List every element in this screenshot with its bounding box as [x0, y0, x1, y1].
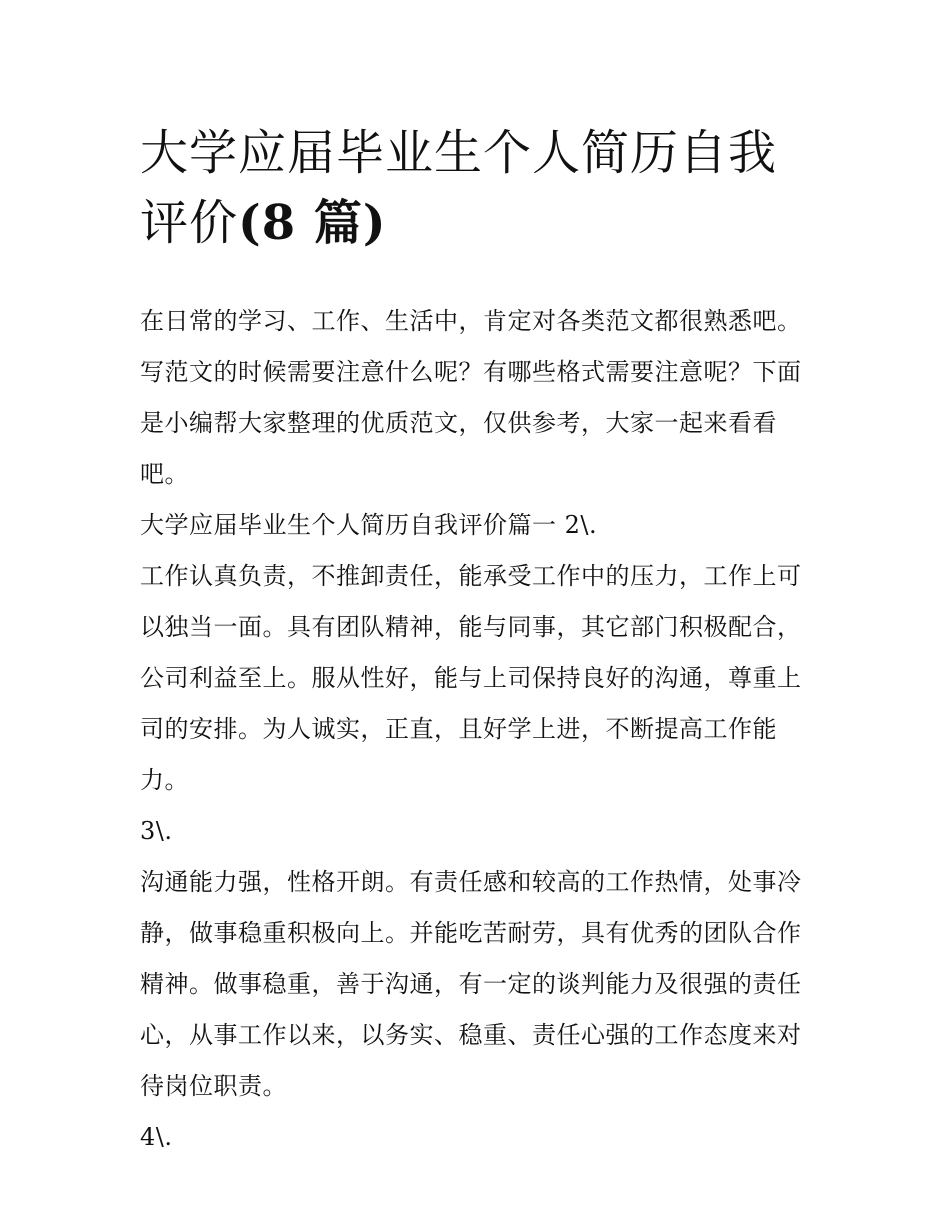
body-paragraph: 工作认真负责，不推卸责任，能承受工作中的压力，工作上可以独当一面。具有团队精神，能与同事，其它部门积极配合，公司利益至上。服从性好，能与上司保持良好的沟通，尊重上司的安排。为人诚实，正直，且好学上进，不断提高工作能力。 [140, 562, 802, 794]
section-number-3: 3\. [140, 817, 173, 845]
section-number-4: 4\. [140, 1123, 173, 1151]
document-page [140, 118, 820, 1163]
title-main: 大学应届毕业生个人简历自我评价 [140, 125, 778, 251]
section-heading-1: 大学应届毕业生个人简历自我评价篇一 2\. [140, 511, 598, 539]
body-paragraph: 沟通能力强，性格开朗。有责任感和较高的工作热情，处事冷静，做事稳重积极向上。并能吃苦耐劳，具有优秀的团队合作精神。做事稳重，善于沟通，有一定的谈判能力及很强的责任心，从事工作以来，以务实、稳重、责任心强的工作态度来对待岗位职责。 [140, 868, 802, 1100]
document-title [140, 118, 820, 258]
document-body [140, 296, 820, 1163]
intro-paragraph: 在日常的学习、工作、生活中，肯定对各类范文都很熟悉吧。写范文的时候需要注意什么呢？有哪些格式需要注意呢？下面是小编帮大家整理的优质范文，仅供参考，大家一起来看看吧。 [140, 307, 802, 488]
title-count: (8 篇) [238, 195, 387, 251]
